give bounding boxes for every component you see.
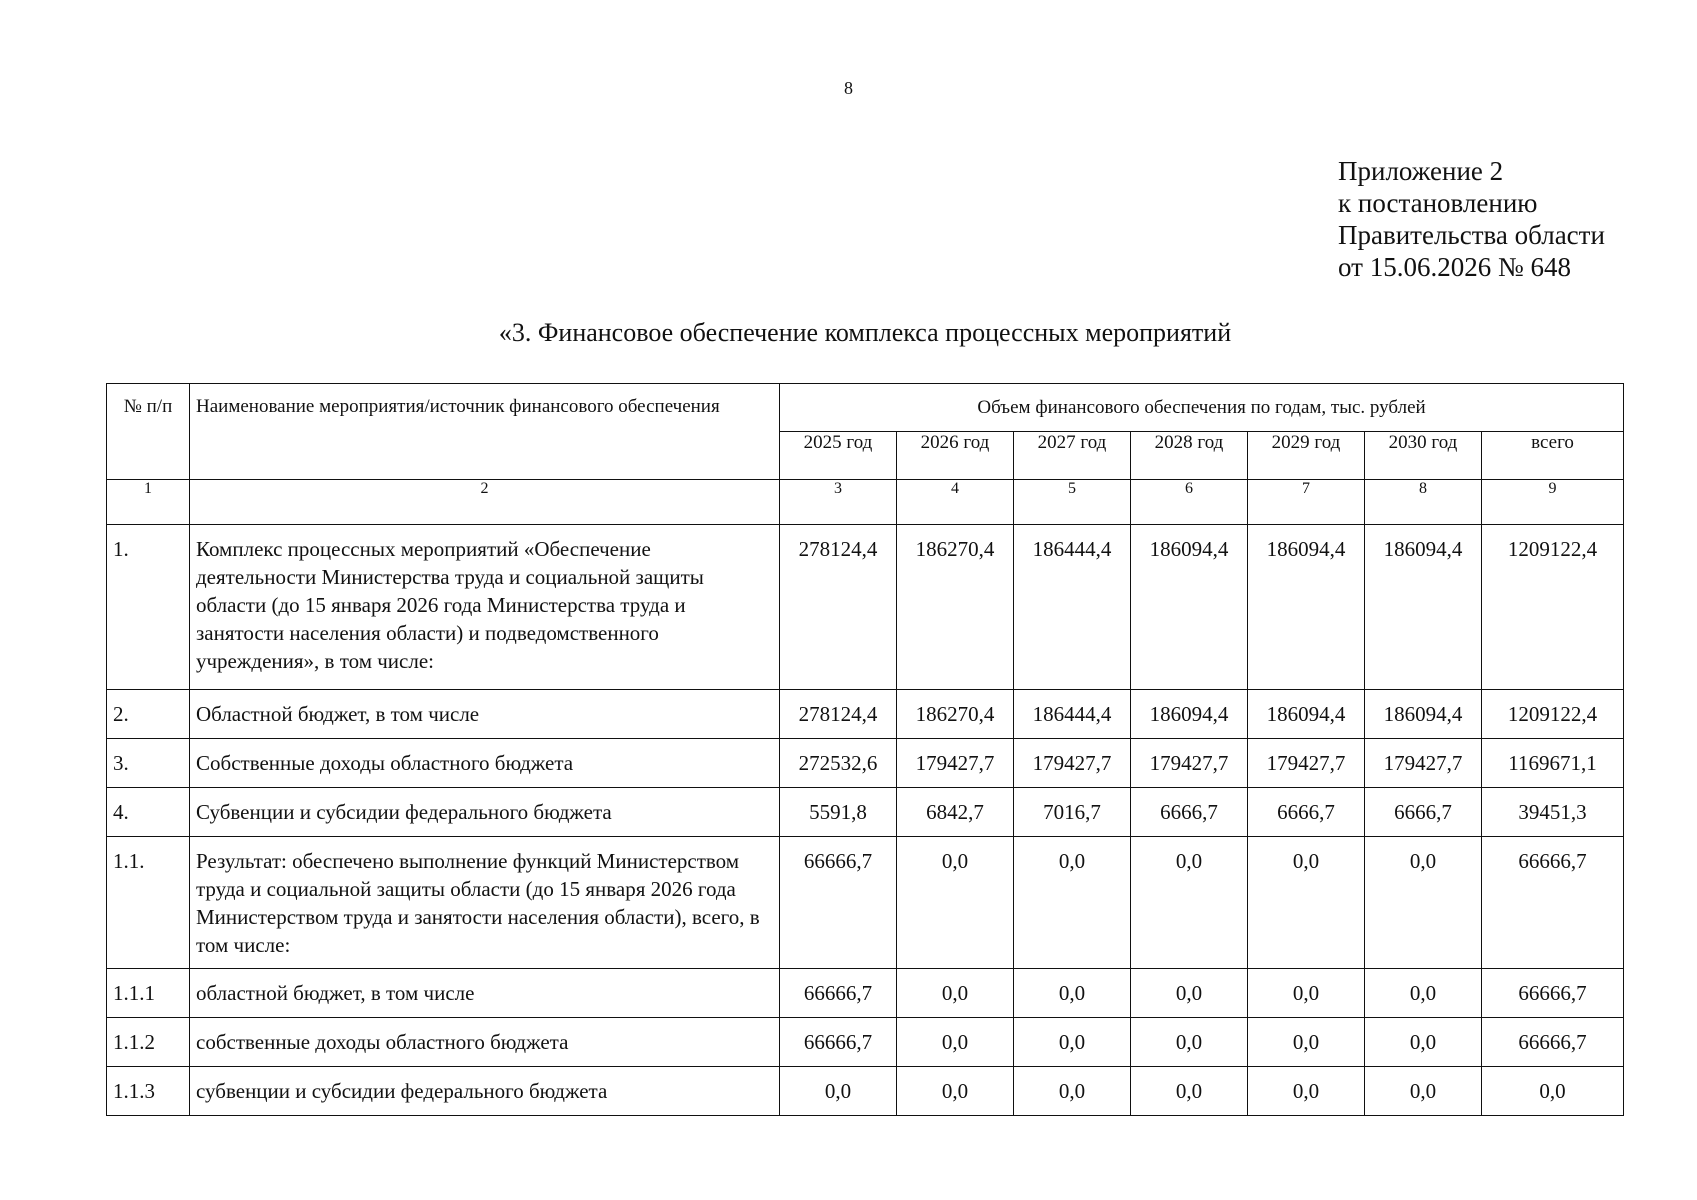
row-total-value: 66666,7 xyxy=(1482,837,1624,969)
row-name: субвенции и субсидии федерального бюджета xyxy=(190,1067,780,1116)
row-year-value: 186270,4 xyxy=(897,690,1014,739)
row-year-value: 0,0 xyxy=(1131,837,1248,969)
row-year-value: 0,0 xyxy=(1014,1018,1131,1067)
appendix-line: Правительства области xyxy=(1338,220,1605,250)
appendix-line: от 15.06.2026 № 648 xyxy=(1338,252,1571,282)
header-year: 2028 год xyxy=(1131,432,1248,480)
row-number: 3. xyxy=(107,739,190,788)
row-year-value: 0,0 xyxy=(1365,1018,1482,1067)
row-year-value: 0,0 xyxy=(1131,1067,1248,1116)
row-year-value: 272532,6 xyxy=(780,739,897,788)
header-year: 2030 год xyxy=(1365,432,1482,480)
header-year: 2026 год xyxy=(897,432,1014,480)
row-year-value: 186094,4 xyxy=(1248,525,1365,690)
row-year-value: 186444,4 xyxy=(1014,525,1131,690)
table-row xyxy=(107,739,1624,788)
document-title: «3. Финансовое обеспечение комплекса процессных мероприятий xyxy=(498,318,1232,347)
row-year-value: 0,0 xyxy=(1014,1067,1131,1116)
row-name: Субвенции и субсидии федерального бюджета xyxy=(190,788,780,837)
row-year-value: 0,0 xyxy=(1248,1067,1365,1116)
row-year-value: 0,0 xyxy=(1131,969,1248,1018)
row-number: 2. xyxy=(107,690,190,739)
row-year-value: 179427,7 xyxy=(1248,739,1365,788)
row-year-value: 0,0 xyxy=(1131,1018,1248,1067)
row-year-value: 179427,7 xyxy=(897,739,1014,788)
table-row xyxy=(107,690,1624,739)
row-year-value: 0,0 xyxy=(1365,1067,1482,1116)
row-year-value: 0,0 xyxy=(897,969,1014,1018)
row-year-value: 0,0 xyxy=(1014,969,1131,1018)
table-row xyxy=(107,788,1624,837)
row-number: 1.1.2 xyxy=(107,1018,190,1067)
row-year-value: 0,0 xyxy=(1248,1018,1365,1067)
row-name: областной бюджет, в том числе xyxy=(190,969,780,1018)
row-year-value: 0,0 xyxy=(780,1067,897,1116)
row-year-value: 0,0 xyxy=(1248,969,1365,1018)
row-number: 1. xyxy=(107,525,190,690)
row-year-value: 0,0 xyxy=(897,837,1014,969)
financing-table xyxy=(106,383,1624,1116)
table-row xyxy=(107,525,1624,690)
column-number: 1 xyxy=(107,480,190,525)
page-number: 8 xyxy=(844,78,853,98)
row-total-value: 66666,7 xyxy=(1482,969,1624,1018)
row-total-value: 66666,7 xyxy=(1482,1018,1624,1067)
header-volume: Объем финансового обеспечения по годам, тыс. рублей xyxy=(780,384,1624,432)
row-year-value: 186094,4 xyxy=(1365,690,1482,739)
row-number: 1.1.1 xyxy=(107,969,190,1018)
appendix-line: Приложение 2 xyxy=(1338,156,1504,186)
column-number: 9 xyxy=(1482,480,1624,525)
header-num: № п/п xyxy=(107,384,190,480)
column-numbers-row xyxy=(107,480,1624,525)
row-total-value: 1169671,1 xyxy=(1482,739,1624,788)
row-year-value: 0,0 xyxy=(897,1018,1014,1067)
table-row xyxy=(107,1018,1624,1067)
table-row xyxy=(107,1067,1624,1116)
row-total-value: 1209122,4 xyxy=(1482,690,1624,739)
row-year-value: 186270,4 xyxy=(897,525,1014,690)
row-year-value: 186444,4 xyxy=(1014,690,1131,739)
row-year-value: 66666,7 xyxy=(780,837,897,969)
row-year-value: 6666,7 xyxy=(1365,788,1482,837)
row-name: Комплекс процессных мероприятий «Обеспечение деятельности Министерства труда и социальной защиты области (до 15 января 2026 года Министерства труда и занятости населения области) и подведомственного учреждения», в том числе: xyxy=(190,525,780,690)
row-year-value: 6666,7 xyxy=(1131,788,1248,837)
row-name: Областной бюджет, в том числе xyxy=(190,690,780,739)
header-year: 2025 год xyxy=(780,432,897,480)
row-year-value: 0,0 xyxy=(1365,837,1482,969)
row-year-value: 5591,8 xyxy=(780,788,897,837)
appendix-note xyxy=(1338,155,1605,283)
row-year-value: 0,0 xyxy=(1014,837,1131,969)
column-number: 7 xyxy=(1248,480,1365,525)
header-year: 2027 год xyxy=(1014,432,1131,480)
row-year-value: 0,0 xyxy=(1365,969,1482,1018)
row-number: 1.1. xyxy=(107,837,190,969)
row-number: 1.1.3 xyxy=(107,1067,190,1116)
row-number: 4. xyxy=(107,788,190,837)
row-year-value: 179427,7 xyxy=(1365,739,1482,788)
row-year-value: 186094,4 xyxy=(1365,525,1482,690)
column-number: 5 xyxy=(1014,480,1131,525)
column-number: 8 xyxy=(1365,480,1482,525)
row-year-value: 0,0 xyxy=(1248,837,1365,969)
column-number: 3 xyxy=(780,480,897,525)
row-year-value: 66666,7 xyxy=(780,969,897,1018)
row-year-value: 66666,7 xyxy=(780,1018,897,1067)
row-total-value: 1209122,4 xyxy=(1482,525,1624,690)
row-year-value: 186094,4 xyxy=(1131,525,1248,690)
table-row xyxy=(107,969,1624,1018)
row-name: Результат: обеспечено выполнение функций Министерством труда и социальной защиты области (до 15 января 2026 года Министерством труда и занятости населения области), всего, в том числе: xyxy=(190,837,780,969)
row-year-value: 6666,7 xyxy=(1248,788,1365,837)
appendix-line: к постановлению xyxy=(1338,188,1538,218)
row-year-value: 6842,7 xyxy=(897,788,1014,837)
row-year-value: 179427,7 xyxy=(1014,739,1131,788)
row-name: собственные доходы областного бюджета xyxy=(190,1018,780,1067)
row-year-value: 186094,4 xyxy=(1131,690,1248,739)
row-total-value: 39451,3 xyxy=(1482,788,1624,837)
header-year: 2029 год xyxy=(1248,432,1365,480)
header-name: Наименование мероприятия/источник финансового обеспечения xyxy=(190,384,780,480)
row-name: Собственные доходы областного бюджета xyxy=(190,739,780,788)
column-number: 2 xyxy=(190,480,780,525)
row-total-value: 0,0 xyxy=(1482,1067,1624,1116)
row-year-value: 7016,7 xyxy=(1014,788,1131,837)
row-year-value: 0,0 xyxy=(897,1067,1014,1116)
column-number: 4 xyxy=(897,480,1014,525)
row-year-value: 278124,4 xyxy=(780,690,897,739)
column-number: 6 xyxy=(1131,480,1248,525)
row-year-value: 278124,4 xyxy=(780,525,897,690)
header-total: всего xyxy=(1482,432,1624,480)
table-row xyxy=(107,837,1624,969)
row-year-value: 186094,4 xyxy=(1248,690,1365,739)
row-year-value: 179427,7 xyxy=(1131,739,1248,788)
